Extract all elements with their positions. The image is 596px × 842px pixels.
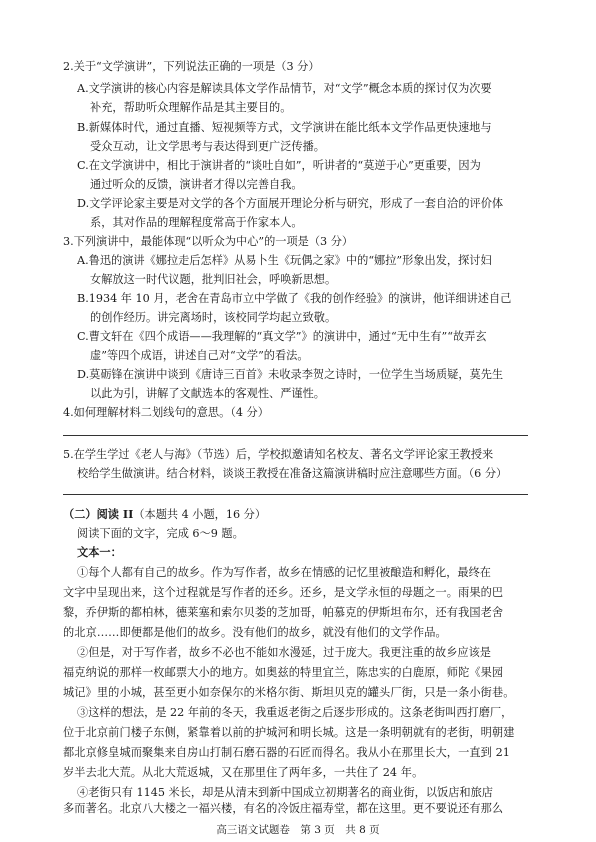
passage-line: ②但是，对于写作者，故乡不必也不能如水漫延，过于庞大。我更注重的故乡应该是 [77,646,491,659]
q2-option-a-line1: A.文学演讲的核心内容是解读具体文学作品情节，对“文学”概念本质的探讨仅为次要 [77,82,492,95]
q3-option-c-line2: 虚”等四个成语，讲述自己对“文学”的看法。 [90,349,309,362]
q2-option-b-line1: B.新媒体时代，通过直播、短视频等方式，文学演讲在能比纸本文学作品更快速地与 [77,121,492,134]
passage-line: 位于北京前门楼子东侧，紧靠着以前的护城河和明长城。这是一条明朝就有的老街，明朝建 [63,726,515,739]
passage-line: 多而著名。北京八大楼之一福兴楼，有名的冷饭庄福寿堂，都在这里。更不要说还有那么 [63,802,504,815]
passage-line: ④老街只有 1145 米长，却是从清末到新中国成立初期著名的商业街，以饭店和旅店 [77,786,493,799]
section-title [63,506,533,524]
q3-option-a-line2: 女解放这一时代议题，批判旧社会，呼唤新思想。 [90,273,337,286]
q4-answer-line [63,435,528,436]
q3-option-a-line1: A.鲁迅的演讲《娜拉走后怎样》从易卜生《玩偶之家》中的“娜拉”形象出发，探讨妇 [77,254,492,267]
q3-option-d-line1: D.莫砺锋在演讲中谈到《唐诗三百首》未收录李贺之诗时，一位学生当场质疑，莫先生 [77,368,504,381]
q2-option-a-line2: 补充，帮助听众理解作品是其主要目的。 [90,101,292,114]
text-one-label: 文本一： [77,545,122,559]
q2-stem: 2.关于“文学演讲”，下列说法正确的一项是（3 分） [63,60,320,73]
q5-stem-line1: 5.在学生学过《老人与海》（节选）后，学校拟邀请知名校友、著名文学评论家王教授来 [63,448,494,461]
q4-stem: 4.如何理解材料二划线句的意思。（4 分） [63,406,269,419]
section-title-text: （二）阅读 II [63,507,134,521]
passage-line: 城记》里的小城，甚至更小如奈保尔的米格尔街、斯坦贝克的罐头厂街，只是一条小街巷。 [63,686,515,699]
q3-option-d-line2: 以此为引，讲解了文献选本的客观性、严谨性。 [90,387,325,400]
q3-stem: 3.下列演讲中，最能体现“以听众为中心”的一项是（3 分） [63,235,354,248]
q5-stem-line2: 校给学生做演讲。结合材料，谈谈王教授在准备这篇演讲稿时应注意哪些方面。（6 分） [77,467,508,480]
q3-option-b-line2: 的创作经历。讲完离场时，该校同学均起立致敬。 [90,311,337,324]
passage-line: ①每个人都有自己的故乡。作为写作者，故乡在情感的记忆里被酿造和孵化，最终在 [77,566,491,579]
section-instruction: 阅读下面的文字，完成 6～9 题。 [77,527,244,540]
q3-option-b-line1: B.1934 年 10 月，老舍在青岛市立中学做了《我的创作经验》的演讲，他详细讲述自己 [77,292,512,305]
passage-line: 都北京修皇城而聚集来自房山打制石磨石器的石匠而得名。我从小在那里长大，一直到 21 [63,746,511,759]
passage-line: 福克纳说的那样一枚邮票大小的地方。如奥兹的特里宜兰，陈忠实的白鹿原，师陀《果园 [63,666,504,679]
q2-option-b-line2: 受众互动，让文学思考与表达得到更广泛传播。 [90,140,325,153]
passage-line: 岁半去北大荒。从北大荒返城，又在那里住了两年多，一共住了 24 年。 [63,766,424,779]
page-footer: 高三语文试题卷 第 3 页 共 8 页 [216,824,380,836]
passage-line: ③这样的想法，是 22 年前的冬天，我重返老街之后逐步形成的。这条老街叫西打磨厂， [77,706,513,719]
q2-option-c-line2: 通过听众的反馈，演讲者才得以完善自我。 [90,178,303,191]
section-note: （本题共 4 小题，16 分） [133,508,267,521]
q2-option-d-line1: D.文学评论家主要是对文学的各个方面展开理论分析与研究，形成了一套自洽的评价体 [77,197,504,210]
passage-line: 黎，乔伊斯的都柏林，德莱塞和索尔贝娄的芝加哥，帕慕克的伊斯坦布尔，还有我国老舍 [63,606,504,619]
passage-line: 的北京……即便都是他们的故乡。没有他们的故乡，就没有他们的文学作品。 [63,626,447,639]
q2-option-c-line1: C.在文学演讲中，相比于演讲者的“谈吐自如”，听讲者的“莫逆于心”更重要，因为 [77,159,481,172]
q5-answer-line [63,494,528,495]
q2-option-d-line2: 系，其对作品的理解程度常高于作家本人。 [90,216,303,229]
q3-option-c-line1: C.曹文轩在《四个成语——我理解的“真文学”》的演讲中，通过“无中生有”“故弄玄 [77,330,487,343]
passage-line: 文字中呈现出来，这个过程就是写作者的还乡。还乡，是文学永恒的母题之一。雨果的巴 [63,586,504,599]
